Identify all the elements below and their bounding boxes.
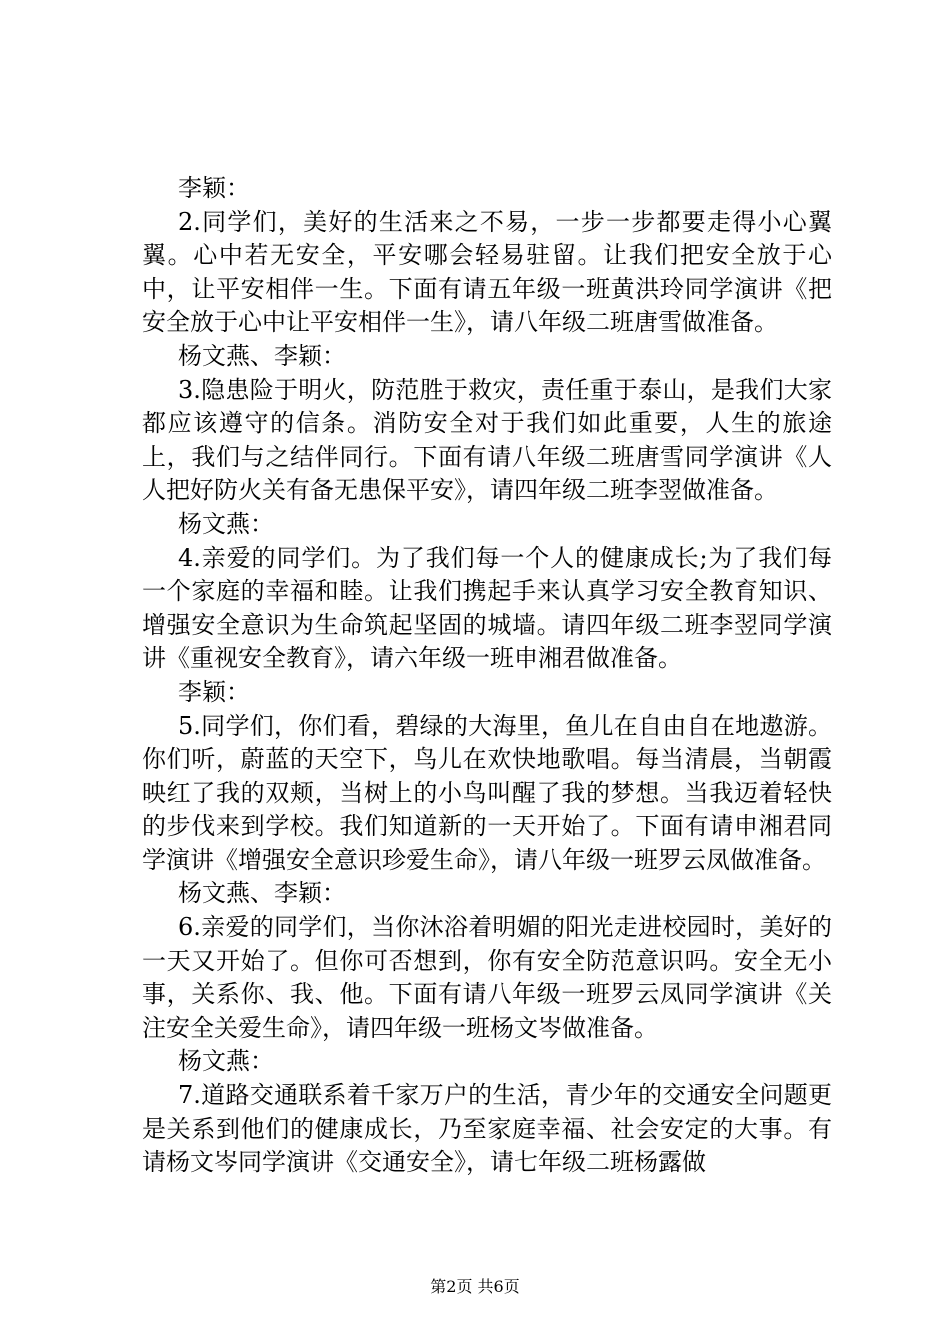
page-number: 第2页 共6页 — [430, 1277, 520, 1296]
paragraph: 7.道路交通联系着千家万户的生活，青少年的交通安全问题更是关系到他们的健康成长，乃至家庭幸福、社会安定的大事。有请杨文岑同学演讲《交通安全》，请七年级二班杨露做 — [142, 1081, 832, 1177]
paragraph: 3.隐患险于明火，防范胜于救灾，责任重于泰山，是我们大家都应该遵守的信条。消防安全对于我们如此重要，人生的旅途上，我们与之结伴同行。下面有请八年级二班唐雪同学演讲《人人把好防火关有备无患保平安》，请四年级二班李翌做准备。 — [142, 375, 832, 505]
speaker-label: 杨文燕、李颖： — [178, 341, 346, 370]
speaker-label: 李颖： — [178, 174, 250, 202]
paragraph: 5.同学们，你们看，碧绿的大海里，鱼儿在自由自在地遨游。你们听，蔚蓝的天空下，鸟儿在欢快地歌唱。每当清晨，当朝霞映红了我的双颊，当树上的小鸟叫醒了我的梦想。当我迈着轻快的步伐来到学校。我们知道新的一天开始了。下面有请申湘君同学演讲《增强安全意识珍爱生命》，请八年级一班罗云凤做准备。 — [142, 711, 832, 874]
speaker-label: 杨文燕： — [178, 1047, 274, 1076]
paragraph: 2.同学们，美好的生活来之不易，一步一步都要走得小心翼翼。心中若无安全，平安哪会轻易驻留。让我们把安全放于心中，让平安相伴一生。下面有请五年级一班黄洪玲同学演讲《把安全放于心中让平安相伴一生》，请八年级二班唐雪做准备。 — [142, 207, 832, 337]
speaker-label: 杨文燕、李颖： — [178, 879, 346, 908]
document-body — [142, 172, 832, 1180]
speaker-label: 李颖： — [178, 677, 250, 706]
paragraph: 4.亲爱的同学们。为了我们每一个人的健康成长;为了我们每一个家庭的幸福和睦。让我们携起手来认真学习安全教育知识、增强安全意识为生命筑起坚固的城墙。请四年级二班李翌同学演讲《重视安全教育》，请六年级一班申湘君做准备。 — [142, 543, 832, 673]
paragraph: 6.亲爱的同学们，当你沐浴着明媚的阳光走进校园时，美好的一天又开始了。但你可否想到，你有安全防范意识吗。安全无小事，关系你、我、他。下面有请八年级一班罗云凤同学演讲《关注安全关爱生命》，请四年级一班杨文岑做准备。 — [142, 913, 832, 1042]
speaker-label: 杨文燕： — [178, 509, 274, 538]
